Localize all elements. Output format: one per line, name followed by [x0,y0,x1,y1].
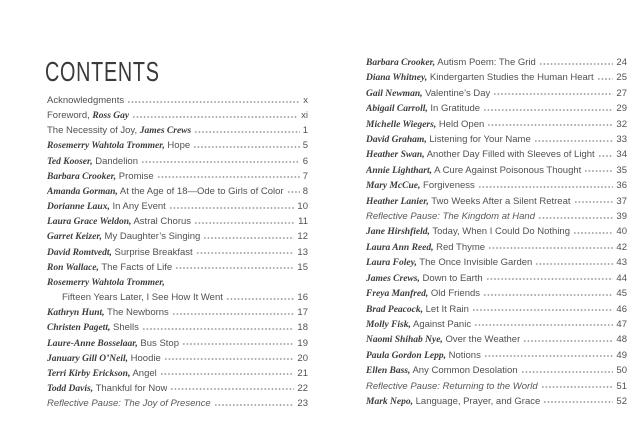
page-number: 35 [616,164,627,176]
toc-entry [366,70,627,85]
poem-title: Hope [164,140,191,152]
dot-leader [226,298,295,300]
page-number: 12 [297,231,308,243]
toc-entry-text [62,290,223,305]
toc-entry-text [47,108,129,124]
dot-leader [535,263,613,265]
author-name: Mark Nepo, [366,396,413,407]
poem-title: In Gratitude [427,103,481,115]
toc-entry [47,169,308,184]
toc-entry [366,86,627,101]
dot-leader [486,278,614,280]
page-number: 33 [616,134,627,146]
poem-title: In Any Event [109,201,166,213]
poem-title: Forgiveness [420,180,475,192]
toc-entry [47,290,308,305]
author-name: Barbara Crooker, [47,171,117,182]
toc-entry-text [47,229,200,245]
toc-entry-text [366,317,471,333]
toc-entry-text [366,286,480,302]
toc-entry-text [366,394,540,410]
toc-entry-text [366,348,481,364]
dot-leader [541,386,614,388]
toc-entry-text [47,93,124,108]
author-name: Molly Fisk, [366,319,411,330]
toc-entry-text [366,132,531,148]
poem-title: Fifteen Years Later, I See How It Went [62,292,223,304]
toc-entry-text [47,396,211,411]
toc-entry-text [47,320,139,336]
author-name: Rosemerry Wahtola Trommer, [47,141,165,152]
toc-entry-text [47,169,154,185]
page-number: 15 [297,261,308,273]
author-name: Dorianne Laux, [47,202,110,213]
dot-leader [478,186,614,188]
page-number: 18 [297,322,308,334]
dot-leader [472,309,613,311]
dot-leader [160,373,295,375]
author-name: Christen Pagett, [47,323,111,334]
poem-title: Notions [445,349,481,361]
dot-leader [214,404,295,406]
page-number: 17 [297,307,308,319]
toc-entry [366,255,627,270]
dot-leader [598,155,614,157]
toc-entry-text [47,199,166,215]
dot-leader [193,146,300,148]
toc-entry [366,147,627,162]
toc-entry [366,240,627,255]
toc-entry [47,245,308,260]
page-number: 29 [616,103,627,115]
dot-leader [194,222,295,224]
dot-leader [539,63,614,65]
page-number: 43 [616,257,627,269]
author-name: Laura Ann Reed, [366,242,434,253]
toc-entry-text [47,154,138,170]
page-title: CONTENTS [45,56,160,87]
page-number: 44 [616,272,627,284]
toc-entry-text [47,351,161,367]
poem-title: At the Age of 18—Ode to Girls of Color [117,185,284,197]
page-number: 21 [297,367,308,379]
toc-entry-text [366,70,594,86]
toc-entry-text [47,336,179,352]
toc-entry [47,214,308,229]
dot-leader [203,237,294,239]
toc-entry [366,379,627,394]
author-name: January Gill O’Neil, [47,353,129,364]
page-number: 27 [616,87,627,99]
dot-leader [493,93,613,95]
dot-leader [196,252,295,254]
dot-leader [175,267,294,269]
dot-leader [182,343,294,345]
toc-entry [47,229,308,244]
toc-entry [366,224,627,239]
author-name: Terri Kirby Erickson, [47,368,131,379]
dot-leader [573,232,613,234]
poem-title: Promise [116,170,154,182]
poem-title: Another Day Filled with Sleeves of Light [424,149,595,161]
poem-title: Any Common Desolation [410,365,518,377]
toc-entry [47,154,308,169]
toc-entry-text [366,163,581,179]
page-number: 19 [297,337,308,349]
author-name: Michelle Wiegers, [366,119,437,130]
dot-leader [287,191,300,193]
poem-title: Listening for Your Name [426,134,531,146]
author-name: Garret Keizer, [47,232,102,243]
toc-entry [366,55,627,70]
toc-entry-text [47,366,157,382]
toc-entry [366,117,627,132]
toc-entry [366,317,627,332]
poem-title: Two Weeks After a Silent Retreat [428,195,571,207]
page-number: 1 [302,125,308,137]
poem-title: The Newborns [104,307,169,319]
dot-leader [127,101,300,103]
page-number: 13 [297,246,308,258]
toc-entry [366,302,627,317]
toc-entry-text [366,86,490,102]
author-name: Kathryn Hunt, [47,308,105,319]
page-number: 7 [302,170,308,182]
poem-title: Over the Weather [442,334,521,346]
dot-leader [170,388,294,390]
toc-entry-text [47,260,172,276]
page-number: 10 [297,201,308,213]
toc-entry-text [47,305,169,321]
page-number: 37 [616,195,627,207]
page-number: 16 [297,292,308,304]
page-number: xi [301,110,308,122]
toc-entry-text [366,363,518,379]
toc-entry [366,394,627,409]
dot-leader [483,109,613,111]
dot-leader [484,355,614,357]
page-number: 22 [297,382,308,394]
author-name: Brad Peacock, [366,304,423,315]
toc-entry-text [366,101,480,117]
page-number: 25 [616,72,627,84]
toc-entry-text [366,147,595,163]
toc-entry [366,178,627,193]
reflective-pause-label: Reflective Pause: Returning to the World [366,380,538,392]
page-number: 49 [616,349,627,361]
poem-title: The Necessity of Joy, [47,125,140,137]
poem-title: Down to Earth [419,272,483,284]
author-name: David Romtvedt, [47,247,112,258]
toc-entry-text [366,240,485,256]
toc-entry-text [366,224,570,240]
author-name: Heather Lanier, [366,196,429,207]
dot-leader [521,371,614,373]
dot-leader [474,324,613,326]
toc-entry-text [366,178,475,194]
author-name: Ron Wallace, [47,262,99,273]
poem-title: The Facts of Life [98,261,173,273]
reflective-pause-label: Reflective Pause: The Kingdom at Hand [366,211,535,223]
toc-entry [366,132,627,147]
toc-entry-text [366,379,538,394]
author-name: Laura Foley, [366,258,417,269]
page-number: 24 [616,57,627,68]
toc-entry-text [47,184,284,200]
page-number: 39 [616,211,627,223]
toc-entry-text [47,214,191,230]
toc-entry [47,275,308,290]
page-number: 46 [616,303,627,315]
toc-entry [47,123,308,138]
page-number: 8 [302,185,308,197]
toc-entry [47,138,308,153]
author-name: Gail Newman, [366,88,423,99]
poem-title: My Daughter’s Singing [101,231,201,243]
poem-title: Thankful for Now [93,382,168,394]
toc-entry [47,260,308,275]
poem-title: Against Panic [410,318,472,330]
toc-entry-text [47,245,193,261]
toc-entry-text [366,117,484,133]
poem-title: Shells [110,322,139,334]
author-name: Mary McCue, [366,181,421,192]
author-name: Ted Kooser, [47,156,93,167]
page-number: 47 [616,318,627,330]
toc-entry [47,381,308,396]
toc-entry-text [366,55,536,71]
poem-title: Angel [130,367,157,379]
author-name: Barbara Crooker, [366,58,436,68]
dot-leader [543,401,613,403]
toc-entry [47,93,308,108]
poem-title: Red Thyme [433,241,486,253]
author-name: Diana Whitney, [366,73,428,84]
toc-entry [366,209,627,224]
poem-title: Held Open [436,118,485,130]
dot-leader [169,207,295,209]
poem-title: Dandelion [92,155,138,167]
dot-leader [538,217,613,219]
dot-leader [597,78,614,80]
author-name: Annie Lighthart, [366,165,432,176]
author-name: Heather Swan, [366,150,425,161]
author-name: Freya Manfred, [366,289,429,300]
poem-title: Surprise Breakfast [111,246,193,258]
toc-entry-text [47,275,165,291]
dot-leader [523,340,613,342]
page-number: 32 [616,118,627,130]
toc-entry [366,271,627,286]
toc-entry-text [366,194,571,210]
poem-title: Acknowledgments [47,95,125,106]
poem-title: Old Friends [428,288,481,300]
toc-entry-text [47,123,191,139]
page-number: 6 [302,155,308,167]
dot-leader [172,313,295,315]
toc-entry [47,108,308,123]
dot-leader [194,131,299,133]
poem-title: Language, Prayer, and Grace [412,395,541,407]
toc-entry [366,101,627,116]
author-name: Amanda Gorman, [47,186,118,197]
page-number: 36 [616,180,627,192]
toc-entry-text [366,271,483,287]
toc-entry [47,336,308,351]
dot-leader [142,328,295,330]
toc-entry-text [47,138,190,154]
dot-leader [132,116,298,118]
toc-entry [366,363,627,378]
toc-entry-text [47,381,167,397]
toc-left-column [47,93,308,411]
poem-title: A Cure Against Poisonous Thought [432,164,582,176]
toc-entry [47,320,308,335]
author-name: Jane Hirshfield, [366,227,430,238]
toc-entry [47,184,308,199]
page-number: 5 [302,140,308,152]
author-name: Ellen Bass, [366,366,411,377]
toc-entry [47,396,308,411]
toc-entry [47,351,308,366]
author-name: Laure-Anne Bosselaar, [47,338,138,349]
author-name: David Graham, [366,135,427,146]
toc-entry [366,348,627,363]
dot-leader [584,170,613,172]
page-number: 11 [298,216,308,228]
author-name: Naomi Shihab Nye, [366,335,443,346]
page-number: x [303,95,308,106]
page-number: 34 [616,149,627,161]
toc-entry [366,332,627,347]
page-number: 23 [297,398,308,410]
author-name: Paula Gordon Lepp, [366,350,446,361]
author-name: Laura Grace Weldon, [47,217,132,228]
poem-title: Foreword, [47,110,93,122]
toc-right-column [366,55,627,409]
page-number: 50 [616,365,627,377]
toc-entry-text [366,332,520,348]
poem-title: Bus Stop [137,337,179,349]
dot-leader [157,176,300,178]
poem-title: Today, When I Could Do Nothing [429,226,570,238]
toc-entry [366,163,627,178]
dot-leader [574,201,614,203]
toc-entry [366,286,627,301]
toc-entry-text [366,255,532,271]
author-name: Ross Gay [92,111,130,122]
poem-title: Autism Poem: The Grid [435,57,536,68]
author-name: Todd Davis, [47,383,94,394]
dot-leader [141,161,300,163]
toc-entry-text [366,302,469,318]
reflective-pause-label: Reflective Pause: The Joy of Presence [47,398,211,410]
poem-title: The Once Invisible Garden [416,257,533,269]
page-number: 52 [616,395,627,407]
dot-leader [534,140,614,142]
dot-leader [164,358,295,360]
toc-entry [366,194,627,209]
dot-leader [488,247,613,249]
page-number: 45 [616,288,627,300]
author-name: James Crews [139,126,192,137]
author-name: Rosemerry Wahtola Trommer, [47,277,165,288]
poem-title: Hoodie [128,352,161,364]
toc-entry [47,199,308,214]
poem-title: Let It Rain [423,303,469,315]
author-name: James Crews, [366,273,420,284]
poem-title: Valentine’s Day [422,87,491,99]
page-number: 40 [616,226,627,238]
page-number: 48 [616,334,627,346]
poem-title: Astral Chorus [131,216,192,228]
page-number: 42 [616,241,627,253]
poem-title: Kindergarten Studies the Human Heart [427,72,594,84]
dot-leader [487,124,613,126]
toc-entry [47,305,308,320]
page-number: 20 [297,352,308,364]
toc-entry-text [366,209,535,224]
page-number: 51 [616,380,627,392]
dot-leader [483,294,613,296]
author-name: Abigail Carroll, [366,104,428,115]
toc-entry [47,366,308,381]
